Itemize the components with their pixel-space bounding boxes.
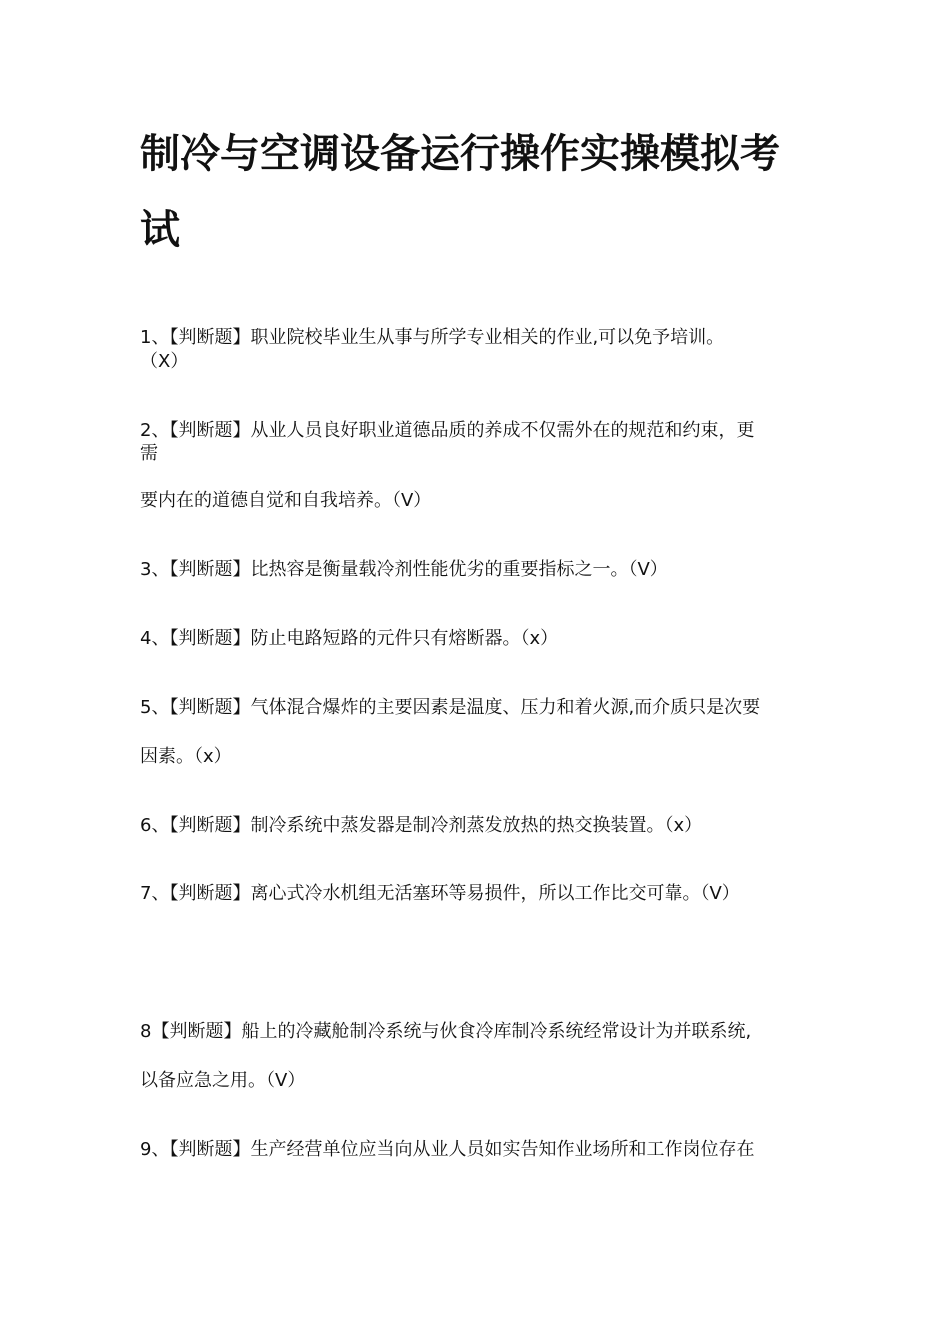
- question-2-line-3: 要内在的道德自觉和自我培养。（V）: [140, 490, 432, 511]
- question-3-line-1: 3、【判断题】比热容是衡量载冷剂性能优劣的重要指标之一。（V）: [140, 559, 668, 580]
- document-title-line-1: 制冷与空调设备运行操作实操模拟考: [140, 131, 780, 177]
- question-2-line-1: 2、【判断题】从业人员良好职业道德品质的养成不仅需外在的规范和约束，更: [140, 420, 755, 441]
- question-1-line-1: 1、【判断题】职业院校毕业生从事与所学专业相关的作业,可以免予培训。: [140, 327, 725, 348]
- document-title-line-2: 试: [140, 207, 180, 253]
- question-8-line-2: 以备应急之用。（V）: [140, 1070, 306, 1091]
- question-9-line-1: 9、【判断题】生产经营单位应当向从业人员如实告知作业场所和工作岗位存在: [140, 1139, 755, 1160]
- question-4-line-1: 4、【判断题】防止电路短路的元件只有熔断器。（x）: [140, 628, 559, 649]
- question-7-line-1: 7、【判断题】离心式冷水机组无活塞环等易损件，所以工作比交可靠。（V）: [140, 883, 740, 904]
- question-6-line-1: 6、【判断题】制冷系统中蒸发器是制冷剂蒸发放热的热交换装置。（x）: [140, 815, 703, 836]
- question-5-line-2: 因素。（x）: [140, 746, 232, 767]
- question-2-line-2: 需: [140, 443, 158, 464]
- question-1-line-2: （X）: [140, 351, 189, 372]
- question-5-line-1: 5、【判断题】气体混合爆炸的主要因素是温度、压力和着火源,而介质只是次要: [140, 697, 761, 718]
- question-8-line-1: 8【判断题】船上的冷藏舱制冷系统与伙食冷库制冷系统经常设计为并联系统,: [140, 1021, 752, 1042]
